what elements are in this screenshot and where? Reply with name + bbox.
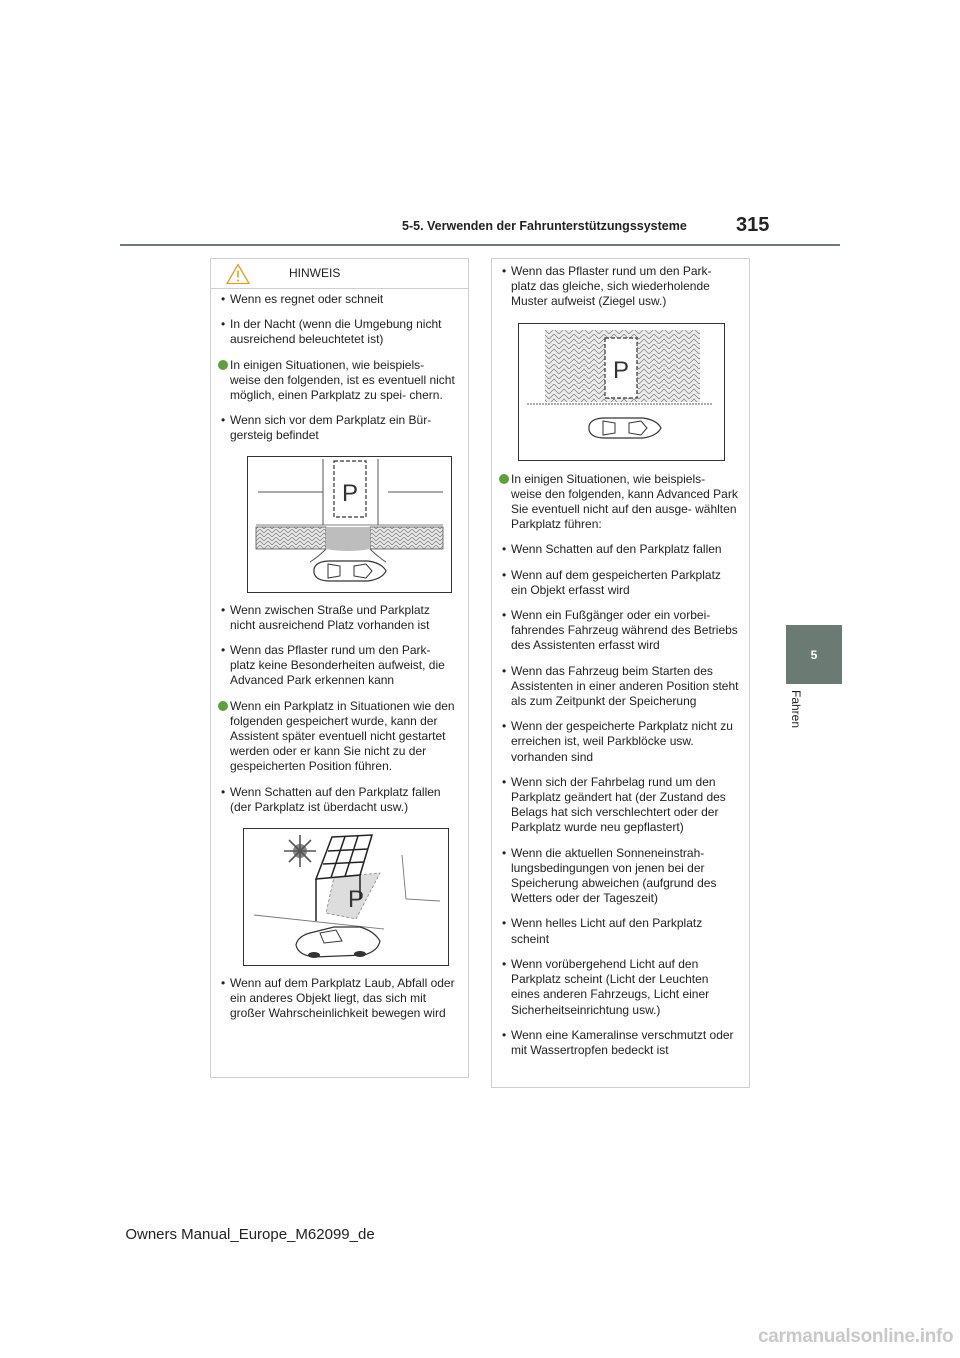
green-bullet-icon xyxy=(218,360,228,370)
list-item: • Wenn Schatten auf den Parkplatz fallen xyxy=(498,542,739,557)
list-item: In einigen Situationen, wie beispiels- weise den folgenden, ist es eventuell nicht möglich, einen Parkplatz zu spei- chern. xyxy=(217,358,458,404)
svg-text:P: P xyxy=(612,356,630,384)
illustration-carport xyxy=(243,828,449,966)
watermark: carmanualsonline.info xyxy=(758,1326,954,1347)
header-rule xyxy=(120,244,840,246)
list-item: • Wenn vorübergehend Licht auf den Parkplatz scheint (Licht der Leuchten eines anderen Fahrzeugs, Licht einer Sicherheitseinrichtung usw.) xyxy=(498,957,739,1018)
illustration-sidewalk xyxy=(247,456,452,593)
list-item: • Wenn auf dem Parkplatz Laub, Abfall oder ein anderes Objekt liegt, das sich mit großer Wahrscheinlichkeit bewegen wird xyxy=(217,976,458,1022)
list-item: • In der Nacht (wenn die Umgebung nicht ausreichend beleuchtetet ist) xyxy=(217,317,458,347)
list-item: • Wenn der gespeicherte Parkplatz nicht zu erreichen ist, weil Parkblöcke usw. vorhanden sind xyxy=(498,719,739,765)
list-item: • Wenn das Pflaster rund um den Park- platz keine Besonderheiten aufweist, die Advanced Park erkennen kann xyxy=(217,643,458,689)
warning-triangle-icon xyxy=(226,263,250,285)
list-item: • Wenn sich vor dem Parkplatz ein Bür- gersteig befindet xyxy=(217,413,458,443)
green-bullet-icon xyxy=(218,701,228,711)
list-item: • Wenn das Pflaster rund um den Park- platz das gleiche, sich wiederholende Muster aufweist (Ziegel usw.) xyxy=(498,264,739,310)
chapter-label: Fahren xyxy=(789,690,803,729)
list-item: • Wenn die aktuellen Sonneneinstrah- lungsbedingungen von jenen bei der Speicherung abweichen (aufgrund des Wetters oder der Tageszeit) xyxy=(498,846,739,907)
illustration-paving xyxy=(518,323,725,461)
repeating-paving-image xyxy=(519,324,724,460)
svg-text:P: P xyxy=(341,479,359,507)
footer-manual-name: Owners Manual_Europe_M62099_de xyxy=(125,1226,375,1243)
list-item: • Wenn helles Licht auf den Parkplatz scheint xyxy=(498,916,739,946)
list-item: • Wenn ein Fußgänger oder ein vorbei- fahrendes Fahrzeug während des Betriebs des Assistenten erfasst wird xyxy=(498,608,739,654)
carport-shadow-image xyxy=(244,829,448,965)
list-item: • Wenn es regnet oder schneit xyxy=(217,292,458,307)
section-title: 5-5. Verwenden der Fahrunterstützungssysteme xyxy=(402,219,687,233)
list-item: • Wenn das Fahrzeug beim Starten des Assistenten in einer anderen Position steht als zum Zeitpunkt der Speicherung xyxy=(498,664,739,710)
list-item: • Wenn auf dem gespeicherten Parkplatz ein Objekt erfasst wird xyxy=(498,568,739,598)
green-bullet-icon xyxy=(499,474,509,484)
notice-title: HINWEIS xyxy=(289,266,341,280)
sidewalk-parking-image xyxy=(248,457,451,592)
notice-box-continued xyxy=(491,258,750,1088)
list-item: • Wenn zwischen Straße und Parkplatz nicht ausreichend Platz vorhanden ist xyxy=(217,603,458,633)
list-item: Wenn ein Parkplatz in Situationen wie den folgenden gespeichert wurde, kann der Assistent später eventuell nicht gestartet werden oder er kann Sie nicht zu der gespeicherten Position führen. xyxy=(217,699,458,775)
list-item: In einigen Situationen, wie beispiels- weise den folgenden, kann Advanced Park Sie eventuell nicht auf den ausge- wählten Parkplatz führen: xyxy=(498,472,739,533)
notice-box xyxy=(210,258,469,1078)
page-number: 315 xyxy=(736,214,770,236)
notice-header xyxy=(211,259,468,289)
chapter-tab: 5 xyxy=(786,625,842,684)
svg-text:P: P xyxy=(347,886,365,914)
list-item: • Wenn eine Kameralinse verschmutzt oder mit Wassertropfen bedeckt ist xyxy=(498,1028,739,1058)
list-item: • Wenn sich der Fahrbelag rund um den Parkplatz geändert hat (der Zustand des Belags hat sich verschlechtert oder der Parkplatz wurde neu gepflastert) xyxy=(498,775,739,836)
list-item: • Wenn Schatten auf den Parkplatz fallen (der Parkplatz ist überdacht usw.) xyxy=(217,785,458,815)
